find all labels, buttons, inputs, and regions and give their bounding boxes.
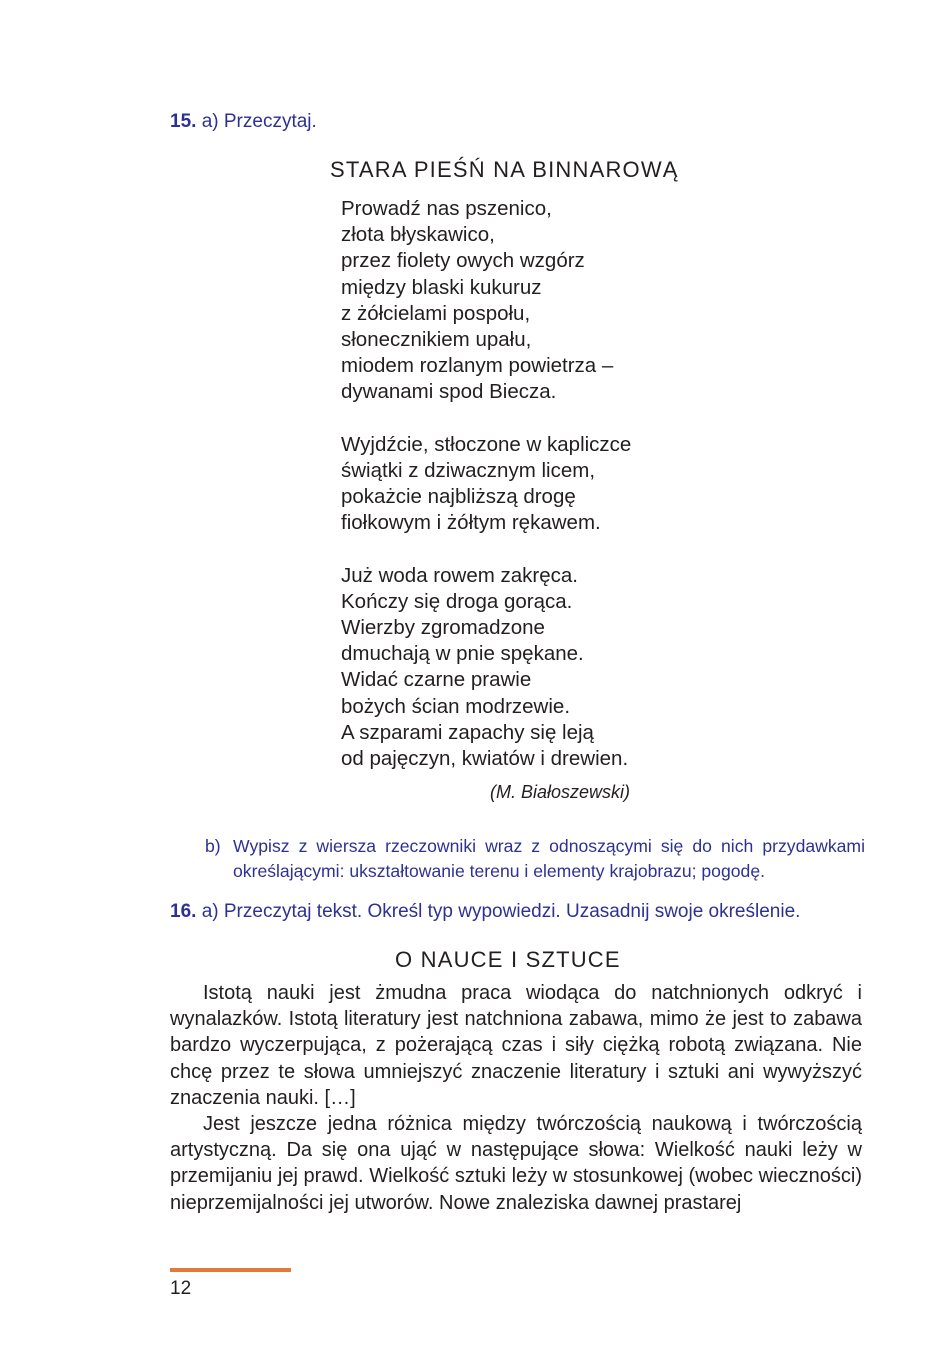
poem-author: (M. Białoszewski) — [490, 782, 631, 802]
task-16-number: 16. — [170, 901, 197, 922]
poem-line: złota błyskawico, — [341, 223, 495, 247]
poem-line: Widać czarne prawie — [341, 668, 532, 692]
page-number: 12 — [170, 1278, 192, 1299]
prose-paragraph: Jest jeszcze jedna różnica między twórczością naukową i twórczością artystyczną. Da się ona ująć w następujące słowa: Wielkość nauki leży w przemijaniu jej prawd. Wielkość sztuki leży w stosunkowej (wobec wieczności) nieprzemijalności jej utworów. Nowe znaleziska dawnej prastarej — [170, 1113, 862, 1214]
poem-line: Wyjdźcie, stłoczone w kapliczce — [341, 432, 632, 456]
poem-line: fiołkowym i żółtym rękawem. — [341, 511, 601, 535]
prose-paragraph: Istotą nauki jest żmudna praca wiodąca do natchnionych odkryć i wynalazków. Istotą literatury jest natchniona zabawa, mimo że jest to zabawa bardzo wyczerpująca, z pożerającą czas i siły ciężką robotą związana. Nie chcę przez te słowa umniejszyć znaczenie literatury i sztuki ani wywyższyć znaczenia nauki. […] — [170, 982, 862, 1109]
poem-line: dmuchają w pnie spękane. — [341, 642, 584, 666]
poem-line: Już woda rowem zakręca. — [341, 563, 578, 587]
poem-body — [341, 196, 631, 772]
subtask-text: Wypisz z wiersza rzeczowniki wraz z odnoszącymi się do nich przydawkami określającymi: ukształtowanie terenu i elementy krajobrazu; pogodę. — [233, 836, 865, 881]
poem-line: z żółcielami pospołu, — [341, 301, 531, 325]
task-16-header — [170, 901, 800, 923]
poem-line: pokażcie najbliższą drogę — [341, 485, 576, 509]
task-15-header — [170, 111, 317, 133]
poem-line: dywanami spod Biecza. — [341, 380, 557, 404]
stanza-gap — [341, 406, 631, 432]
task-15-instruction: a) Przeczytaj. — [201, 111, 317, 132]
poem-title: STARA PIEŚŃ NA BINNAROWĄ — [330, 157, 679, 182]
poem-line: A szparami zapachy się leją — [341, 720, 594, 744]
text-title: O NAUCE I SZTUCE — [395, 947, 621, 972]
stanza-gap — [341, 536, 631, 562]
poem-line: Wierzby zgromadzone — [341, 616, 545, 639]
poem-line: miodem rozlanym powietrza – — [341, 354, 614, 378]
poem-line: między blaski kukuruz — [341, 275, 542, 299]
poem-line: świątki z dziwacznym licem, — [341, 458, 596, 482]
task-16-instruction: a) Przeczytaj tekst. Określ typ wypowiedzi. Uzasadnij swoje określenie. — [201, 901, 801, 922]
poem-line: przez fiolety owych wzgórz — [341, 249, 585, 273]
poem-line: słonecznikiem upału, — [341, 327, 532, 351]
subtask-label: b) — [205, 836, 221, 856]
poem-line: od pajęczyn, kwiatów i drewien. — [341, 746, 629, 770]
poem-line: Kończy się droga gorąca. — [341, 589, 573, 613]
poem-line: Prowadź nas pszenico, — [341, 197, 552, 220]
poem-line: bożych ścian modrzewie. — [341, 694, 571, 718]
footer-rule — [170, 1268, 291, 1272]
prose-text — [170, 980, 862, 1216]
task-15-number: 15. — [170, 111, 197, 132]
task-15-subtask-b — [205, 834, 865, 883]
